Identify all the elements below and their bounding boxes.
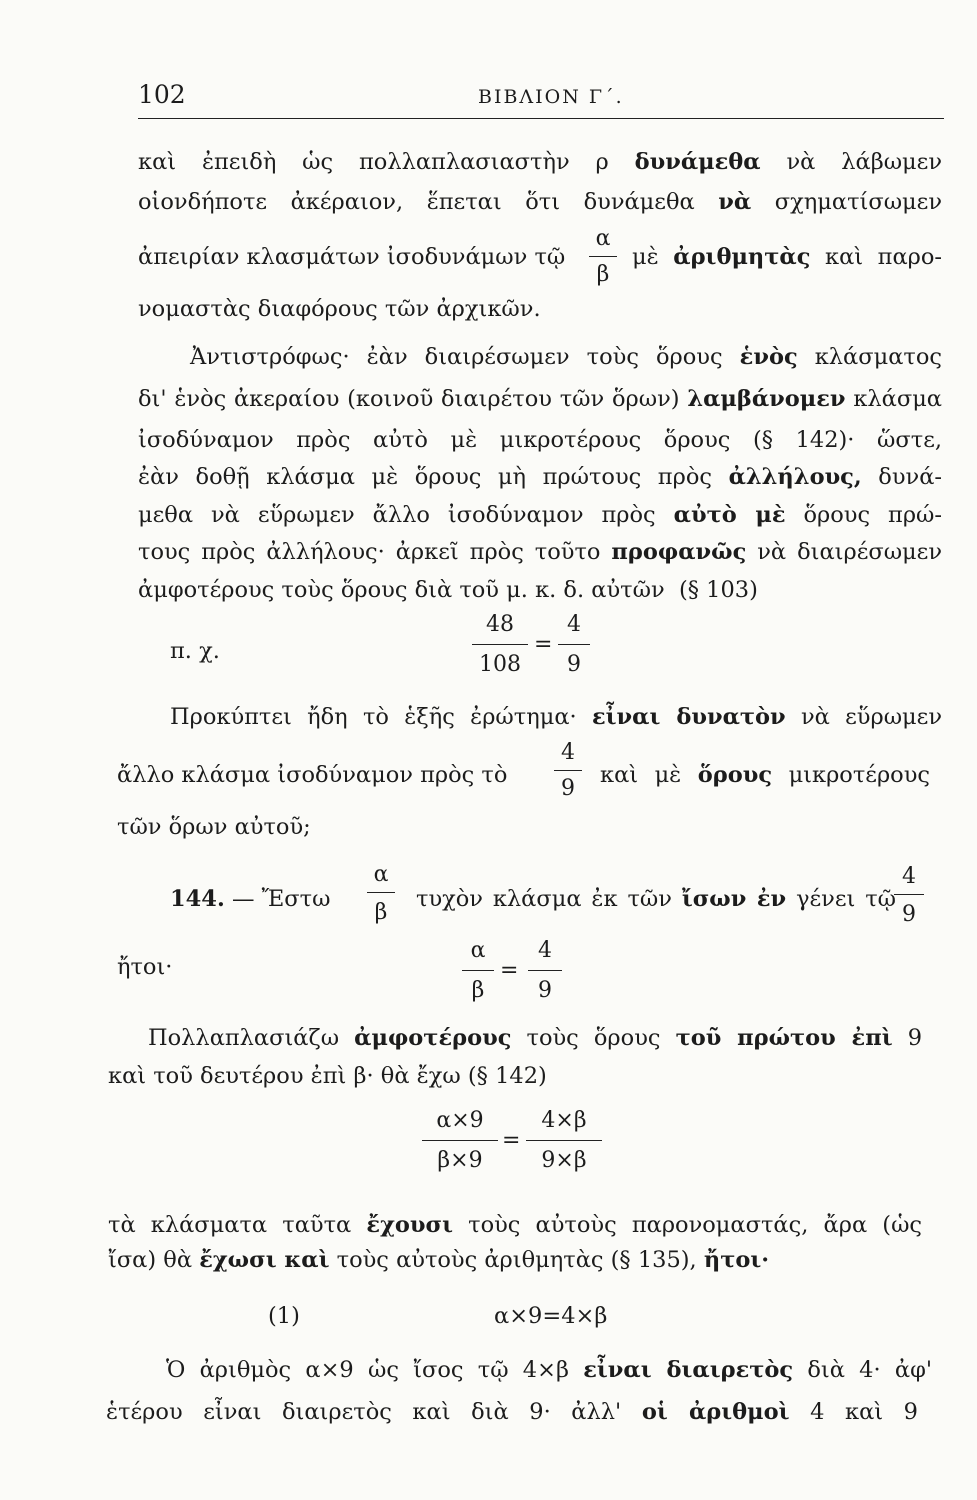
fraction-denominator: β (471, 978, 485, 1003)
text-line: Ἀντιστρόφως· ἐὰν διαιρέσωμεν τοὺς ὅρους ἑνὸς κλάσματος (190, 344, 943, 370)
fraction-denominator: 108 (479, 652, 521, 677)
text-line: ἐὰν δοθῇ κλάσμα μὲ ὅρους μὴ πρώτους πρὸς ἀλλήλους, δυνά- (138, 464, 942, 490)
fraction-bar (894, 894, 924, 895)
fraction-numerator: α (470, 938, 486, 963)
fraction-denominator: β (596, 262, 610, 287)
text-line: ἤτοι· (117, 954, 173, 980)
fraction-denominator: β×9 (437, 1148, 483, 1173)
fraction-bar (462, 970, 494, 971)
text-line: καὶ τοῦ δευτέρου ἐπὶ β· θὰ ἔχω (§ 142) (108, 1063, 547, 1089)
fraction-bar (472, 644, 528, 645)
page-header (138, 78, 944, 119)
fraction-denominator: β (374, 900, 388, 925)
text-line: τυχὸν κλάσμα ἐκ τῶν ἴσων ἐν γένει τῷ (416, 886, 897, 912)
section-number: 144. — Ἔστω (170, 886, 331, 912)
text-line: Πολλαπλασιάζω ἀμφοτέρους τοὺς ὅρους τοῦ πρώτου ἐπὶ 9 (148, 1025, 923, 1051)
fraction-denominator: 9×β (541, 1148, 587, 1173)
fraction-denominator: 9 (538, 978, 552, 1003)
text-line: μεθα νὰ εὕρωμεν ἄλλο ἰσοδύναμον πρὸς αὐτὸ μὲ ὅρους πρώ- (138, 502, 943, 528)
equation-label: (1) (268, 1303, 300, 1329)
text-line: καὶ μὲ ὅρους μικροτέρους (600, 762, 931, 788)
equals-sign: = (534, 632, 553, 657)
fraction-denominator: 9 (561, 776, 575, 801)
text-line: τὰ κλάσματα ταῦτα ἔχουσι τοὺς αὐτοὺς παρονομαστάς, ἄρα (ὡς (108, 1212, 923, 1238)
equals-sign: = (500, 958, 519, 983)
running-title: ΒΙΒΛΙΟΝ Γ΄. (478, 86, 624, 108)
example-label: π. χ. (170, 638, 220, 664)
text-line: δι' ἑνὸς ἀκεραίου (κοινοῦ διαιρέτου τῶν ὅρων) λαμβάνομεν κλάσμα (138, 386, 943, 412)
text-line: ἰσοδύναμον πρὸς αὐτὸ μὲ μικροτέρους ὅρους (§ 142)· ὥστε, (138, 427, 942, 453)
text-line: οἱονδήποτε ἀκέραιον, ἕπεται ὅτι δυνάμεθα νὰ σχηματίσωμεν (138, 189, 943, 215)
fraction-bar (589, 256, 617, 257)
page-number: 102 (138, 80, 186, 109)
fraction-denominator: 9 (902, 902, 916, 927)
fraction-numerator: 4 (902, 864, 916, 889)
text-line: ἑτέρου εἶναι διαιρετὸς καὶ διὰ 9· ἀλλ' οἱ ἀριθμοὶ 4 καὶ 9 (106, 1399, 918, 1425)
fraction-numerator: 4 (538, 938, 552, 963)
text-line: μὲ ἀριθμητὰς καὶ παρο- (632, 244, 943, 270)
text-line: Προκύπτει ἤδη τὸ ἑξῆς ἐρώτημα· εἶναι δυνατὸν νὰ εὕρωμεν (170, 704, 943, 730)
fraction-numerator: α×9 (436, 1108, 484, 1133)
equals-sign: = (502, 1128, 521, 1153)
text-line: καὶ ἐπειδὴ ὡς πολλαπλασιαστὴν ρ δυνάμεθα νὰ λάβωμεν (138, 149, 943, 175)
text-line: ἄλλο κλάσμα ἰσοδύναμον πρὸς τὸ (117, 762, 508, 788)
fraction-numerator: α (595, 226, 611, 251)
fraction-bar (422, 1140, 498, 1141)
fraction-bar (526, 1140, 602, 1141)
text-line: ἀμφοτέρους τοὺς ὅρους διὰ τοῦ μ. κ. δ. αὐτῶν (§ 103) (138, 577, 758, 603)
text-line: Ὁ ἀριθμὸς α×9 ὡς ἴσος τῷ 4×β εἶναι διαιρετὸς διὰ 4· ἀφ' (166, 1357, 933, 1383)
text-line: τους πρὸς ἀλλήλους· ἀρκεῖ πρὸς τοῦτο προφανῶς νὰ διαιρέσωμεν (138, 539, 943, 565)
fraction-numerator: 48 (486, 612, 514, 637)
fraction-numerator: α (373, 862, 389, 887)
fraction-denominator: 9 (567, 652, 581, 677)
fraction-bar (528, 970, 562, 971)
fraction-bar (554, 770, 582, 771)
fraction-numerator: 4 (561, 740, 575, 765)
fraction-numerator: 4×β (541, 1108, 587, 1133)
equation: α×9=4×β (494, 1303, 608, 1329)
text-line: ἴσα) θὰ ἔχωσι καὶ τοὺς αὐτοὺς ἀριθμητὰς (§ 135), ἤτοι· (108, 1247, 770, 1273)
text-line: ἀπειρίαν κλασμάτων ἰσοδυνάμων τῷ (138, 244, 566, 270)
fraction-numerator: 4 (567, 612, 581, 637)
fraction-bar (367, 892, 395, 893)
text-line: νομαστὰς διαφόρους τῶν ἀρχικῶν. (138, 296, 541, 322)
text-line: τῶν ὅρων αὐτοῦ; (117, 814, 311, 840)
fraction-bar (558, 644, 590, 645)
